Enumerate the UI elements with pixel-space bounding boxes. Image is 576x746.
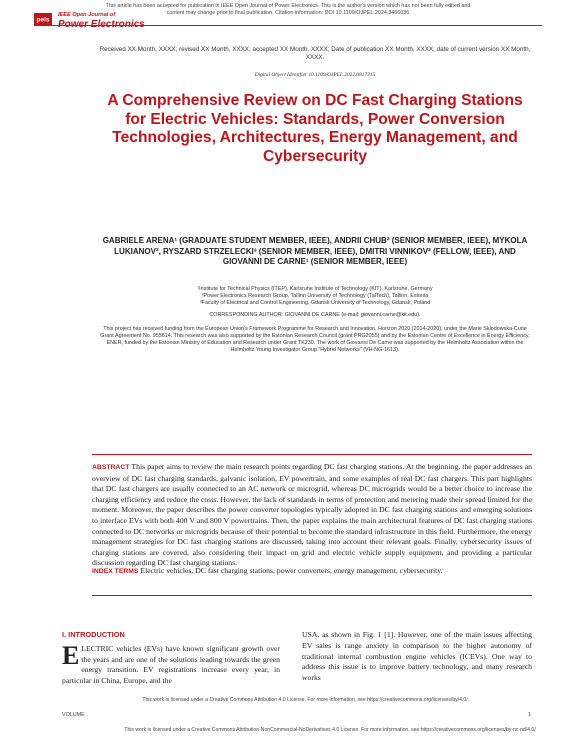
affiliation-3: ³Faculty of Electrical and Control Engineering, Gdansk University of Technology, Gdansk, Poland: [199, 300, 431, 307]
acceptance-notice: This article has been accepted for publication in IEEE Open Journal of Power Electronics. This is the author's version which has not been fully edited and content may change prior to final publication. Citation information: DOI 10.1109/OJPEL.2024.3466036: [105, 3, 471, 16]
author-list: GABRIELE ARENA¹ (GRADUATE STUDENT MEMBER, IEEE), ANDRII CHUB² (SENIOR MEMBER, IEEE), MYKOLA LUKIANOV², RYSZARD STRZELECKI³ (SENIOR MEMBER, IEEE), DMITRI VINNIKOV² (FELLOW, IEEE), AND GIOVANNI DE CARNE¹ (SENIOR MEMBER, IEEE): [102, 236, 528, 267]
abstract-text: This paper aims to review the main research points regarding DC fast charging stations. At the beginning, the paper addresses an overview of DC fast charging standards, galvanic isolation, EV powertrain, and some examples of real DC fast chargers. This part highlights that DC fast chargers are usually connected to an AC network or microgrid, whereas DC microgrids would be a better choice to increase the charging efficiency and reduce the costs. However, the lack of standards in terms of protection and metering made their spread limited for the moment. Moreover, the paper describes the power converter topologies typically adopted in DC fast charging stations and emerging solutions to interface EVs with both 400 V and 800 V powertrains. Then, the paper explains the main architectural features of DC fast charging stations connected to DC networks or microgrids because of their potential to become the standard infrastructure in this field. Furthermore, the energy management strategies for DC fast charging stations are discussed, taking into account their relevant goals. Finally, cybersecurity issues of charging stations are covered, also considering their impact on grid and electric vehicle supply equipment, and providing a particular discussion regarding DC fast charging stations.: [92, 462, 532, 568]
footer-page-number: 1: [528, 712, 531, 718]
journal-name: [58, 12, 145, 30]
pels-logo-icon: [34, 13, 52, 25]
funding-statement: This project has received funding from the European Union's Framework Programme for Research and Innovation, Horizon 2020 (2014-2020), under the Marie Sklodowska-Curie Grant Agreement No. 955614. This research was also supported by the Estonian Research Council (grant PRG2055) and by the Estonian Centre of Excellence in Energy Efficiency, ENER, funded by the Estonian Ministry of Education and Research under Grant TK230. The work of Giovanni De Carne was supported by the Helmholtz Association within the Helmholtz Young Investigator Group "Hybrid Networks" (VH-NG-1613).: [100, 326, 530, 353]
doi: Digital Object Identifier 10.1109/OJPEL.2022.0817315: [254, 72, 376, 78]
intro-right-column: [302, 630, 532, 684]
paper-title: A Comprehensive Review on DC Fast Charging Stations for Electric Vehicles: Standards, Power Conversion Technologies, Architectures, Energy Management, and Cybersecurity: [107, 92, 523, 165]
index-terms-label: INDEX TERMS: [92, 568, 139, 575]
pels-logo: [34, 12, 52, 24]
journal-line1: IEEE Open Journal of: [58, 12, 116, 18]
affiliation-1: ¹Institute for Technical Physics (ITEP), Karlsruhe Institute of Technology (KIT), Karlsruhe, Germany: [197, 286, 433, 292]
abstract: [92, 462, 532, 569]
abstract-bottom-rule: [92, 595, 532, 596]
section-heading-introduction: I. INTRODUCTION: [62, 630, 125, 639]
intro-left-text: LECTRIC vehicles (EVs) have known significant growth over the years and are one of the solutions leading towards the green energy transition. EV registrations increase every year, in particular in China, Europe, and the: [62, 643, 280, 686]
dropcap-letter: E: [62, 640, 80, 670]
abstract-top-rule: [92, 454, 532, 455]
affiliation-2: ²Power Electronics Research Group, Tallinn University of Technology (TalTech), Tallinn, Estonia: [201, 293, 429, 300]
intro-right-text: USA, as shown in Fig. 1 [1]. However, one of the main issues affecting EV sales is range anxiety in comparison to the higher autonomy of traditional internal combustion engine vehicles (ICEVs). One way to address this issue is to improve battery technology, and many research works: [302, 630, 532, 683]
cc-license-notice: This work is licensed under a Creative Commons Attribution 4.0 License. For more information, see https://creativecommons.org/licenses/by/4.0/: [142, 697, 468, 703]
index-terms-text: Electric vehicles, DC fast charging stations, power converters, energy management, cybersecurity.: [140, 566, 443, 575]
abstract-label: ABSTRACT: [92, 464, 130, 471]
affiliations: [100, 286, 530, 308]
intro-left-column: [62, 630, 280, 687]
header-rule: [34, 25, 542, 26]
corresponding-author: CORRESPONDING AUTHOR: GIOVANNI DE CARNE (e-mail: giovanni.carne@kit.edu).: [209, 312, 421, 318]
received-dates: Received XX Month, XXXX; revised XX Month, XXXX; accepted XX Month, XXXX; Date of publication XX Month, XXXX; date of current version XX Month, XXXX.: [99, 46, 531, 61]
index-terms: [92, 566, 532, 578]
footer-volume: VOLUME ,: [62, 712, 88, 718]
logo-text: pels: [36, 16, 50, 24]
bottom-license-notice: This work is licensed under a Creative Commons Attribution-NonCommercial-NoDerivatives 4.0 License. For more information, see https://creativecommons.org/licenses/by-nc-nd/4.0/: [124, 727, 536, 733]
